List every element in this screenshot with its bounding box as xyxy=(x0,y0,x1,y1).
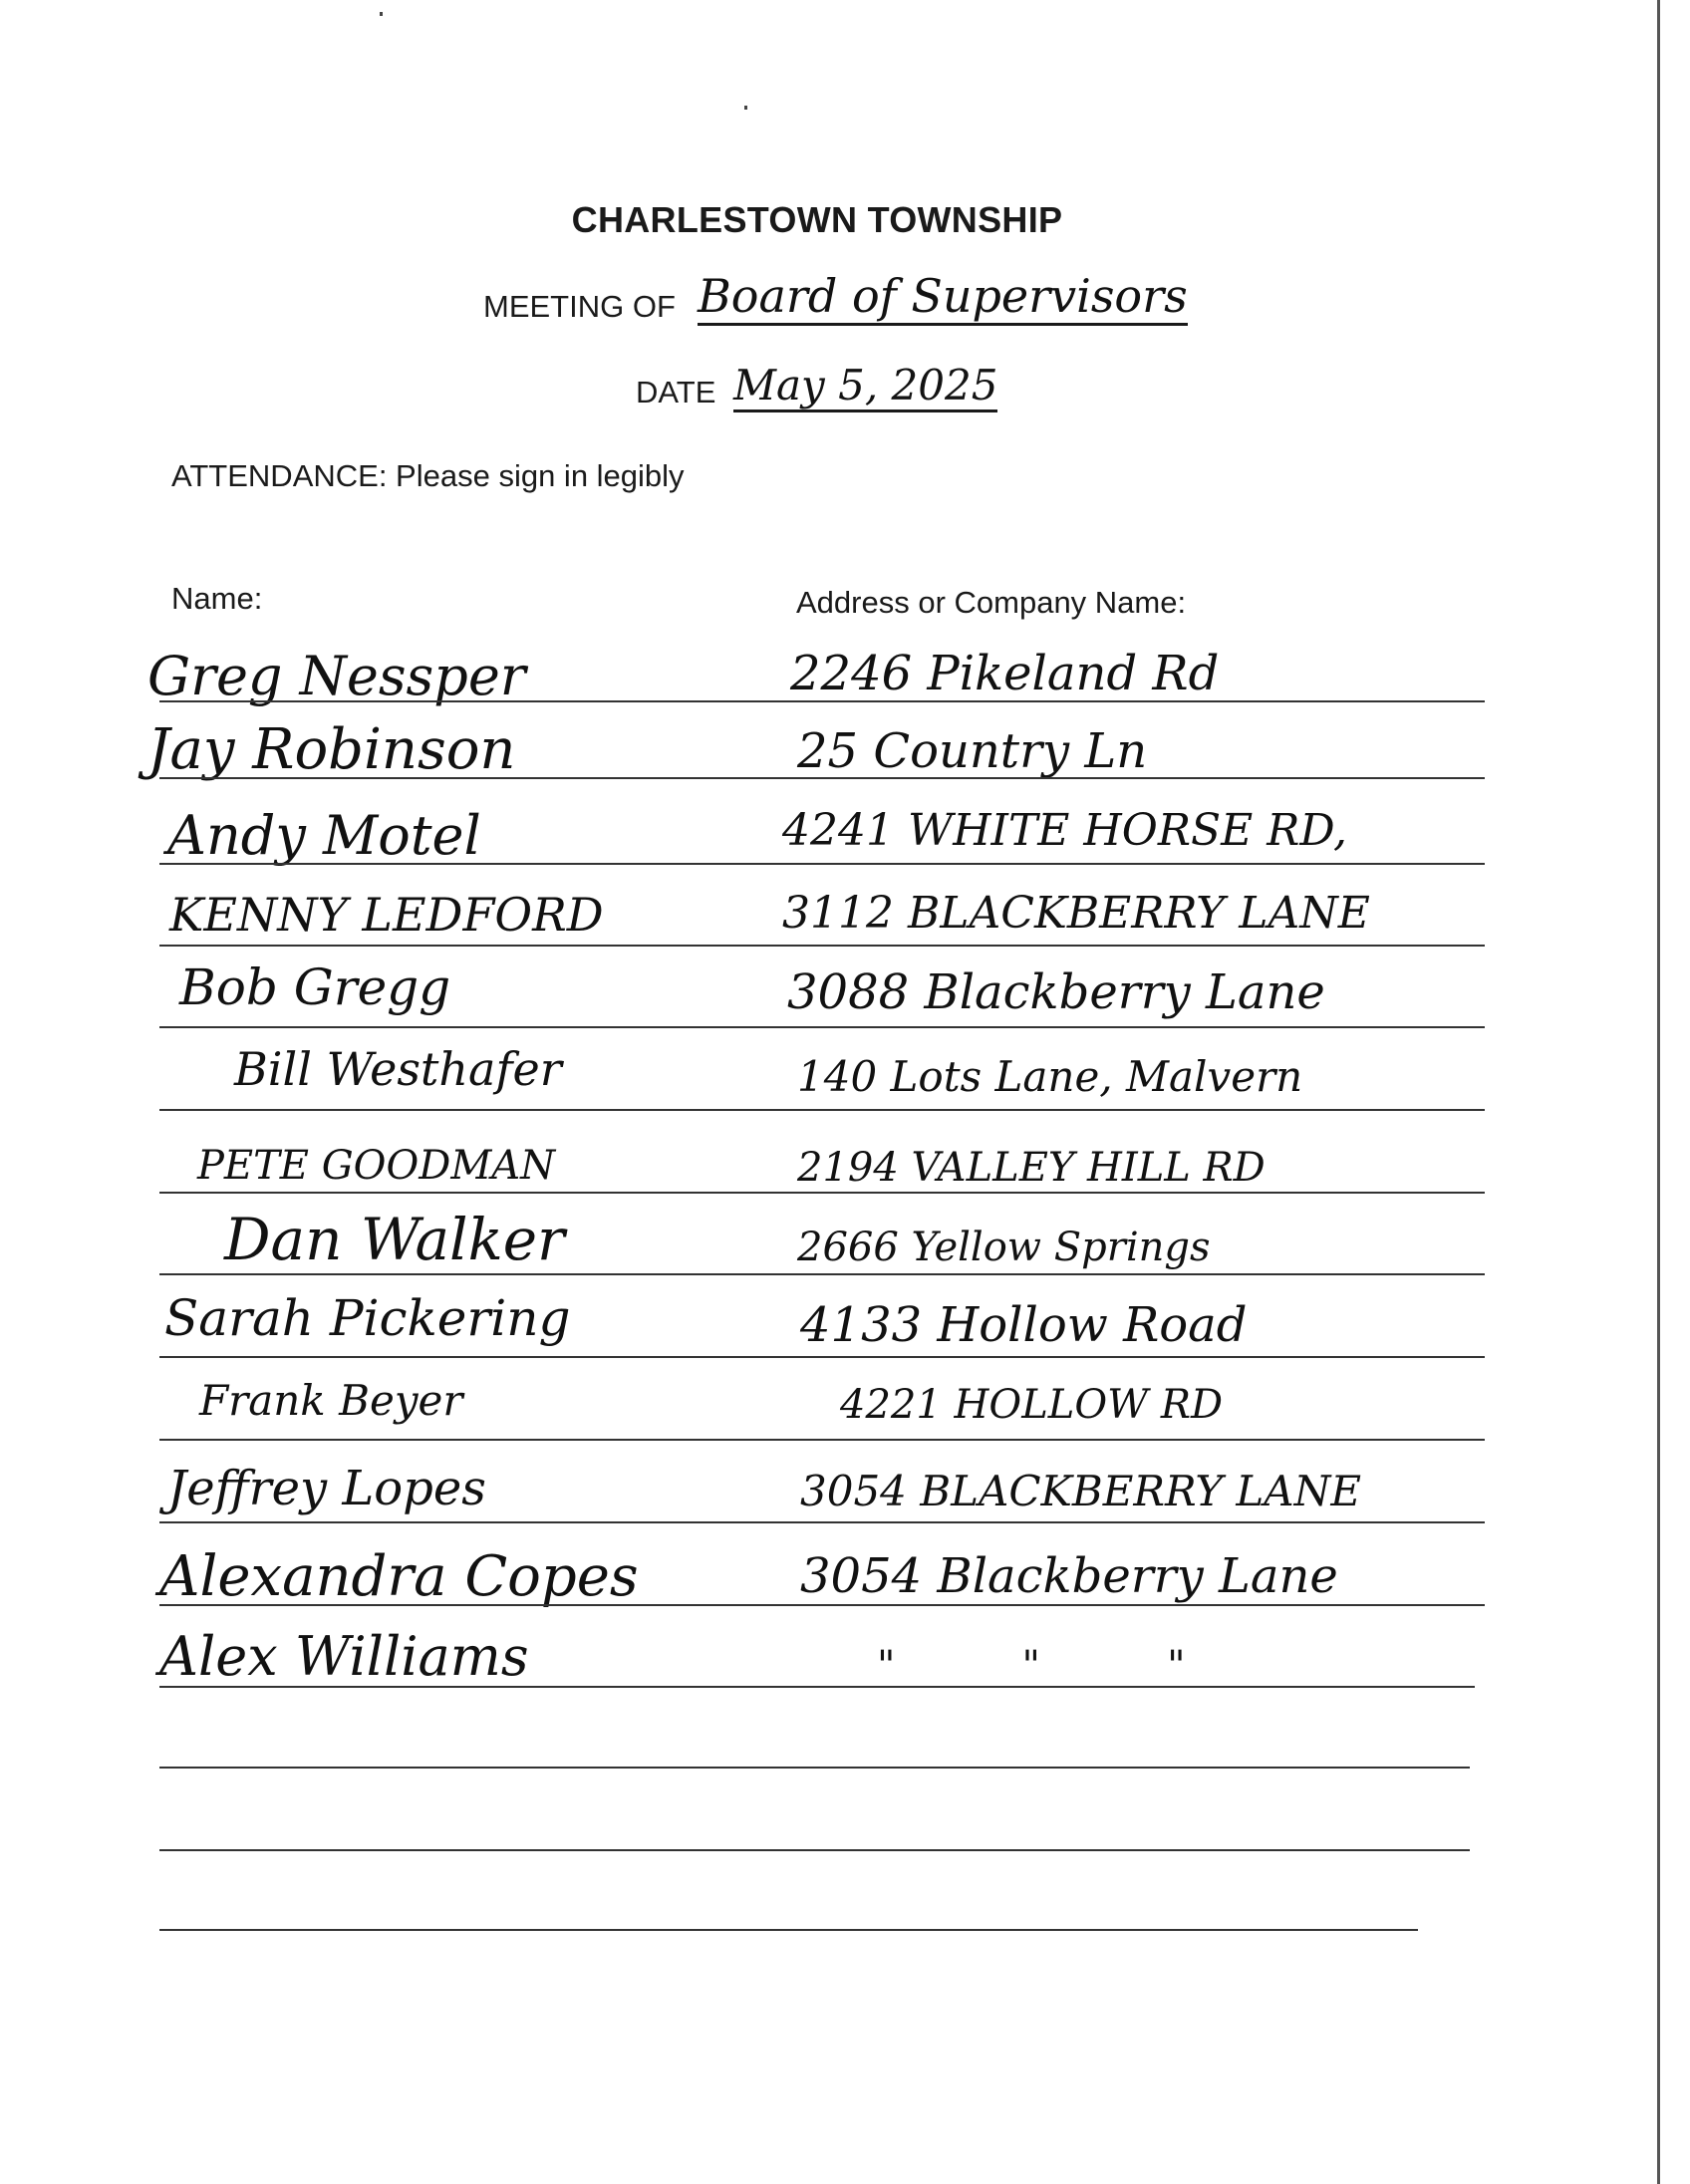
attendee-address: 2194 VALLEY HILL RD xyxy=(797,1145,1266,1191)
attendee-address: 2246 Pikeland Rd xyxy=(790,646,1220,701)
meeting-value: Board of Supervisors xyxy=(698,269,1188,326)
attendee-name: Sarah Pickering xyxy=(164,1289,571,1347)
row-divider xyxy=(159,1686,1475,1688)
row-divider xyxy=(159,1929,1418,1931)
date-value: May 5, 2025 xyxy=(733,361,997,412)
attendee-name: Alex Williams xyxy=(159,1625,529,1688)
row-divider xyxy=(159,1192,1485,1194)
row-divider xyxy=(159,1604,1485,1606)
attendee-address: 3088 Blackberry Lane xyxy=(787,964,1325,1020)
attendee-name: KENNY LEDFORD xyxy=(169,888,604,942)
attendee-address: 3054 Blackberry Lane xyxy=(800,1548,1338,1604)
document-title: CHARLESTOWN TOWNSHIP xyxy=(571,199,1063,240)
attendee-name: Bob Gregg xyxy=(179,958,451,1016)
attendee-address: 3054 BLACKBERRY LANE xyxy=(800,1467,1362,1515)
attendee-name: Greg Nessper xyxy=(147,645,526,707)
row-divider xyxy=(159,1273,1485,1275)
attendee-name: Jeffrey Lopes xyxy=(167,1461,486,1516)
row-divider xyxy=(159,700,1485,702)
row-divider xyxy=(159,1026,1485,1028)
attendee-name: Jay Robinson xyxy=(147,717,516,782)
attendee-name: PETE GOODMAN xyxy=(197,1143,556,1189)
row-divider xyxy=(159,863,1485,865)
row-divider xyxy=(159,945,1485,947)
attendee-address: 4221 HOLLOW RD xyxy=(840,1382,1224,1428)
address-column-header: Address or Company Name: xyxy=(796,585,1187,620)
row-divider xyxy=(159,1109,1485,1111)
attendee-address: 4133 Hollow Road xyxy=(800,1297,1248,1353)
attendee-address: 2666 Yellow Springs xyxy=(797,1225,1211,1270)
date-label: DATE xyxy=(636,375,716,410)
attendee-name: Frank Beyer xyxy=(199,1376,463,1425)
meeting-label: MEETING OF xyxy=(483,289,676,324)
row-divider xyxy=(159,1439,1485,1441)
row-divider xyxy=(159,1767,1470,1769)
row-divider xyxy=(159,1849,1470,1851)
attendee-address: 3112 BLACKBERRY LANE xyxy=(782,888,1370,939)
attendee-name: Dan Walker xyxy=(224,1206,565,1273)
attendance-instructions: ATTENDANCE: Please sign in legibly xyxy=(171,458,685,493)
row-divider xyxy=(159,1356,1485,1358)
row-divider xyxy=(159,1521,1485,1523)
attendee-name: Bill Westhafer xyxy=(234,1042,562,1096)
attendee-address: " " " xyxy=(877,1643,1186,1689)
attendee-name: Andy Motel xyxy=(167,804,481,867)
attendee-name: Alexandra Copes xyxy=(159,1544,639,1609)
name-column-header: Name: xyxy=(171,581,263,616)
attendee-address: 4241 WHITE HORSE RD, xyxy=(782,805,1348,856)
attendee-address: 140 Lots Lane, Malvern xyxy=(797,1052,1303,1101)
attendee-address: 25 Country Ln xyxy=(797,723,1148,779)
row-divider xyxy=(159,777,1485,779)
